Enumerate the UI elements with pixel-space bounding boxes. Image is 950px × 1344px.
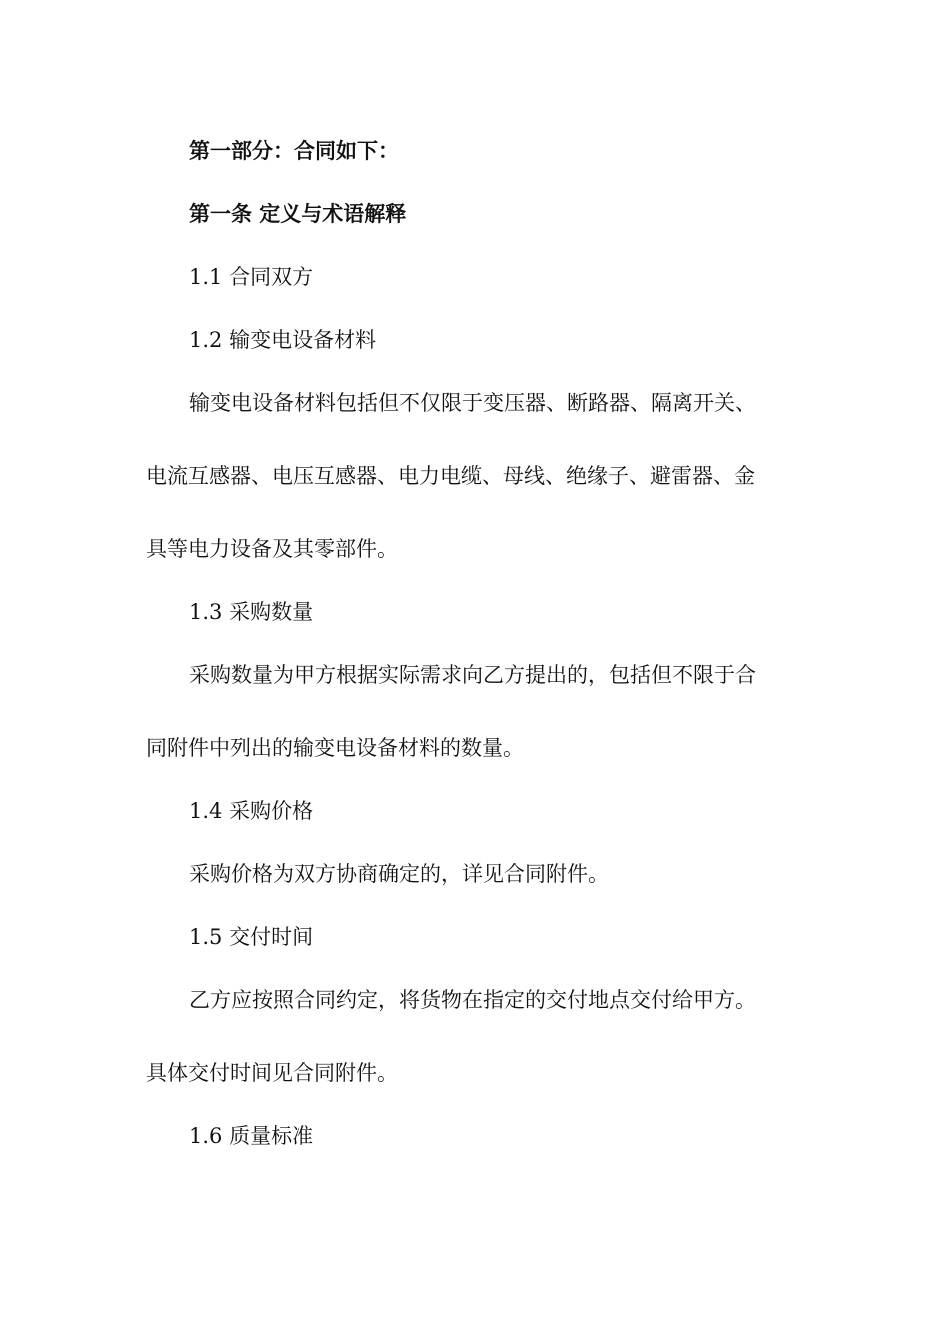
paragraph-line: 同附件中列出的输变电设备材料的数量。 (146, 736, 524, 760)
section-heading-1-6: 1.6 质量标准 (189, 1124, 314, 1148)
paragraph-line: 输变电设备材料包括但不仅限于变压器、断路器、隔离开关、 (189, 391, 756, 415)
section-heading-1-3: 1.3 采购数量 (189, 600, 314, 624)
paragraph-line: 采购价格为双方协商确定的，详见合同附件。 (189, 862, 609, 886)
paragraph-line: 采购数量为甲方根据实际需求向乙方提出的，包括但不限于合 (189, 663, 756, 687)
paragraph-line: 电流互感器、电压互感器、电力电缆、母线、绝缘子、避雷器、金 (146, 464, 755, 488)
section-heading-1-4: 1.4 采购价格 (189, 799, 314, 823)
part-title: 第一部分：合同如下： (189, 139, 399, 163)
paragraph-line: 具等电力设备及其零部件。 (146, 537, 398, 561)
article-title: 第一条 定义与术语解释 (189, 202, 407, 226)
section-heading-1-2: 1.2 输变电设备材料 (189, 328, 377, 352)
paragraph-line: 乙方应按照合同约定，将货物在指定的交付地点交付给甲方。 (189, 988, 756, 1012)
section-heading-1-1: 1.1 合同双方 (189, 265, 314, 289)
section-heading-1-5: 1.5 交付时间 (189, 925, 314, 949)
paragraph-line: 具体交付时间见合同附件。 (146, 1061, 398, 1085)
